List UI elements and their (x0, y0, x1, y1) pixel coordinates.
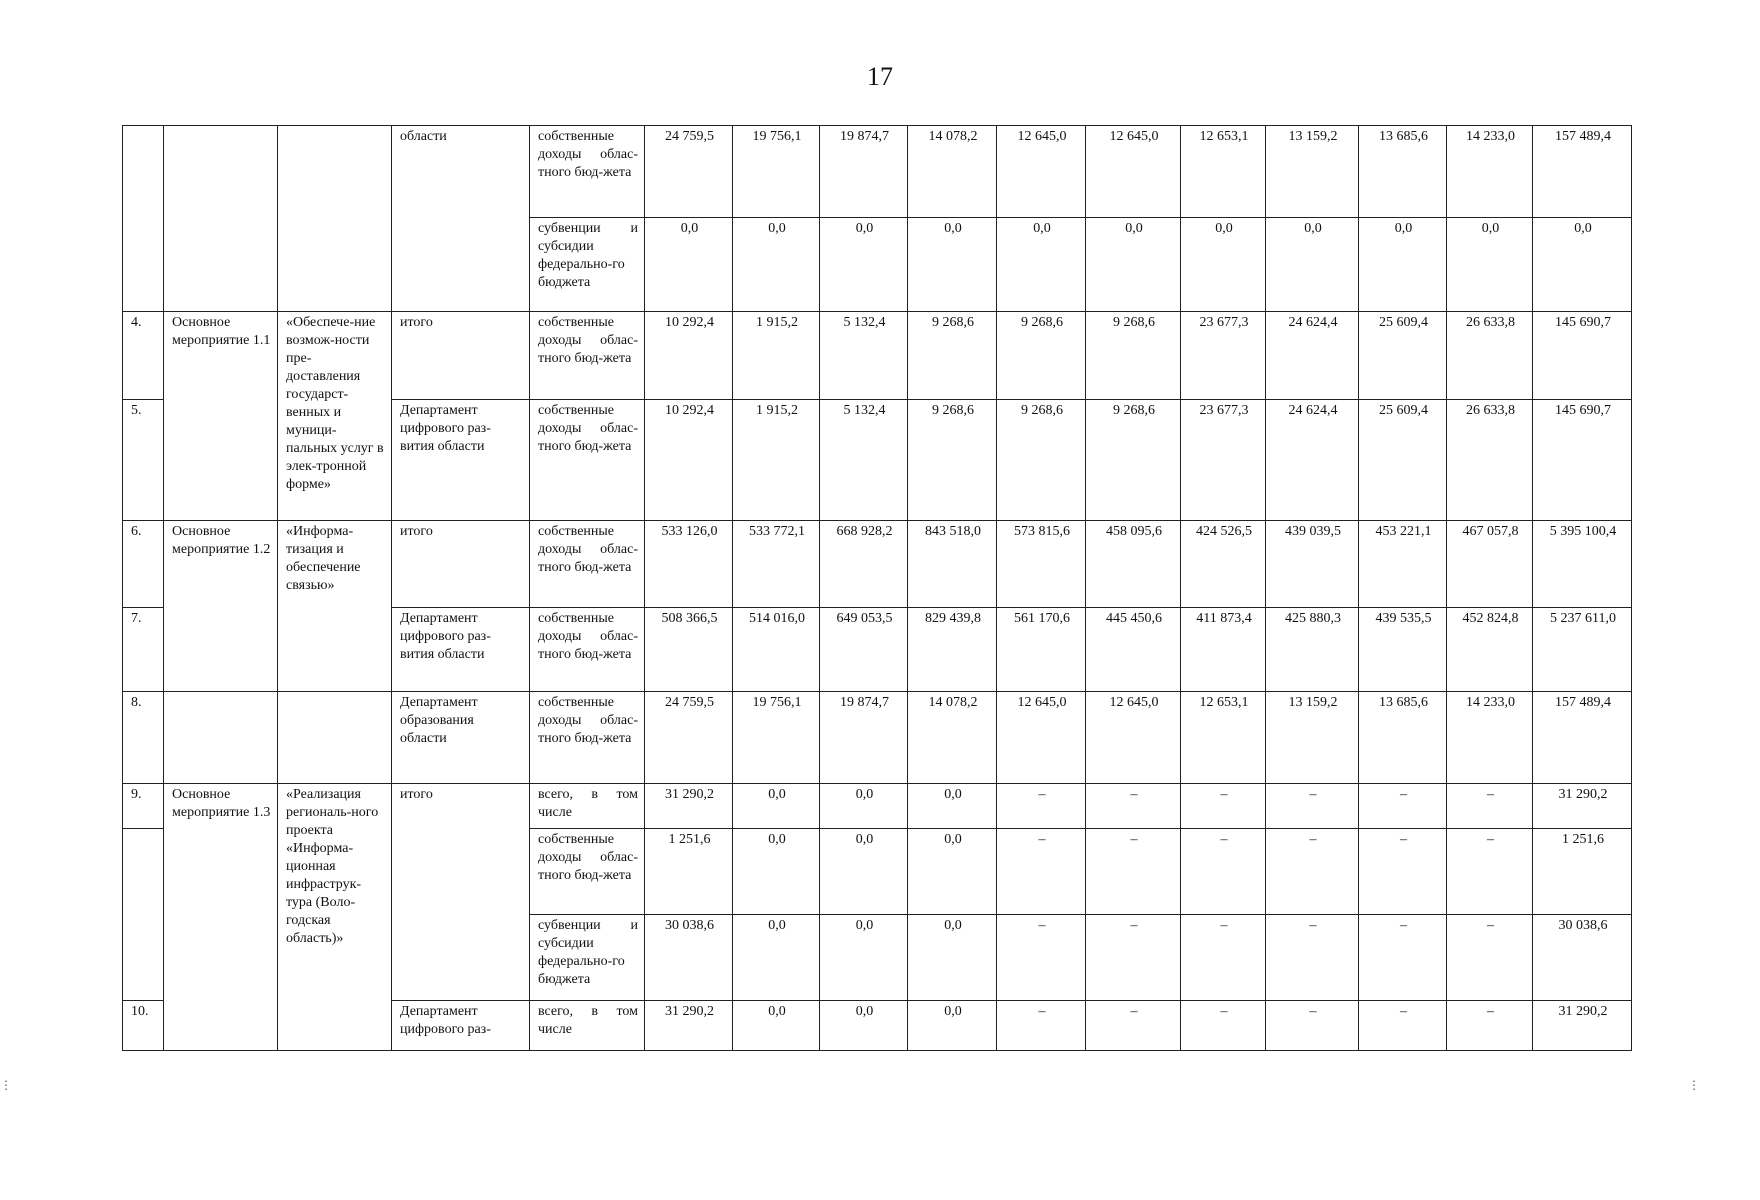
value-cell: 24 759,5 (645, 692, 733, 784)
value-cell: 5 132,4 (820, 400, 908, 521)
value-cell: 843 518,0 (908, 521, 997, 608)
value-cell: 5 132,4 (820, 312, 908, 400)
value-cell: – (1447, 829, 1533, 915)
value-cell: 0,0 (820, 1001, 908, 1051)
value-cell: 19 756,1 (733, 692, 820, 784)
value-cell: 0,0 (645, 218, 733, 312)
value-cell: 0,0 (820, 784, 908, 829)
value-cell: – (1181, 915, 1266, 1001)
event-name-cell: «Обеспече-ние возмож-ности пре-доставления государст-венных и муници-пальных услуг в элек-тронной форме» (278, 312, 392, 521)
row-index-cell: 10. (123, 1001, 164, 1051)
value-cell: 10 292,4 (645, 312, 733, 400)
value-cell: 439 535,5 (1359, 608, 1447, 692)
value-cell: 13 685,6 (1359, 692, 1447, 784)
value-cell: – (1359, 784, 1447, 829)
funding-source-cell: собственные доходы облас-тного бюд-жета (530, 829, 645, 915)
value-cell: 13 685,6 (1359, 126, 1447, 218)
value-cell: 12 653,1 (1181, 692, 1266, 784)
value-cell: 14 233,0 (1447, 126, 1533, 218)
value-cell: 5 237 611,0 (1533, 608, 1632, 692)
event-cell (164, 692, 278, 784)
value-cell: 24 624,4 (1266, 312, 1359, 400)
funding-source-cell: всего, в том числе (530, 784, 645, 829)
value-cell: – (1086, 829, 1181, 915)
value-cell: 9 268,6 (997, 400, 1086, 521)
value-cell: 26 633,8 (1447, 400, 1533, 521)
scan-edge-mark-right: ⋮ (1688, 1078, 1700, 1092)
event-cell (164, 126, 278, 312)
value-cell: – (1181, 829, 1266, 915)
value-cell: 649 053,5 (820, 608, 908, 692)
event-cell: Основное мероприятие 1.3 (164, 784, 278, 1051)
scan-edge-mark-left: ⋮ (0, 1078, 12, 1092)
value-cell: – (1266, 915, 1359, 1001)
funding-source-cell: собственные доходы облас-тного бюд-жета (530, 400, 645, 521)
value-cell: 12 645,0 (997, 126, 1086, 218)
value-cell: 14 078,2 (908, 692, 997, 784)
value-cell: 1 251,6 (1533, 829, 1632, 915)
value-cell: 31 290,2 (1533, 1001, 1632, 1051)
value-cell: 452 824,8 (1447, 608, 1533, 692)
value-cell: – (1359, 1001, 1447, 1051)
value-cell: – (997, 829, 1086, 915)
value-cell: – (1359, 915, 1447, 1001)
value-cell: 12 645,0 (1086, 126, 1181, 218)
value-cell: 30 038,6 (645, 915, 733, 1001)
value-cell: 19 874,7 (820, 692, 908, 784)
value-cell: 25 609,4 (1359, 400, 1447, 521)
value-cell: 1 915,2 (733, 400, 820, 521)
value-cell: 5 395 100,4 (1533, 521, 1632, 608)
value-cell: 0,0 (908, 829, 997, 915)
value-cell: – (997, 915, 1086, 1001)
value-cell: – (1447, 1001, 1533, 1051)
value-cell: 453 221,1 (1359, 521, 1447, 608)
funding-source-cell: собственные доходы облас-тного бюд-жета (530, 608, 645, 692)
value-cell: 411 873,4 (1181, 608, 1266, 692)
value-cell: 31 290,2 (645, 784, 733, 829)
value-cell: 0,0 (1086, 218, 1181, 312)
value-cell: 0,0 (733, 1001, 820, 1051)
value-cell: 19 874,7 (820, 126, 908, 218)
funding-source-cell: собственные доходы облас-тного бюд-жета (530, 312, 645, 400)
funding-source-cell: собственные доходы облас-тного бюд-жета (530, 126, 645, 218)
value-cell: – (997, 1001, 1086, 1051)
value-cell: 0,0 (1266, 218, 1359, 312)
executor-cell: итого (392, 312, 530, 400)
value-cell: 9 268,6 (1086, 312, 1181, 400)
value-cell: 31 290,2 (1533, 784, 1632, 829)
value-cell: 145 690,7 (1533, 400, 1632, 521)
event-cell: Основное мероприятие 1.2 (164, 521, 278, 692)
value-cell: – (1086, 915, 1181, 1001)
value-cell: – (1086, 784, 1181, 829)
table-body (123, 126, 1632, 1051)
value-cell: – (1447, 784, 1533, 829)
value-cell: 14 233,0 (1447, 692, 1533, 784)
table-row (123, 126, 1632, 218)
value-cell: 0,0 (820, 829, 908, 915)
value-cell: 24 759,5 (645, 126, 733, 218)
value-cell: 0,0 (733, 784, 820, 829)
funding-source-cell: субвенции и субсидии федерально-го бюджета (530, 218, 645, 312)
value-cell: 26 633,8 (1447, 312, 1533, 400)
value-cell: 145 690,7 (1533, 312, 1632, 400)
value-cell: – (1181, 1001, 1266, 1051)
row-index-cell (123, 829, 164, 1001)
row-index-cell: 9. (123, 784, 164, 829)
event-name-cell (278, 126, 392, 312)
table-row (123, 784, 1632, 829)
value-cell: 668 928,2 (820, 521, 908, 608)
value-cell: 829 439,8 (908, 608, 997, 692)
value-cell: 0,0 (997, 218, 1086, 312)
row-index-cell: 4. (123, 312, 164, 400)
executor-cell: итого (392, 784, 530, 1001)
value-cell: 13 159,2 (1266, 126, 1359, 218)
value-cell: 157 489,4 (1533, 692, 1632, 784)
value-cell: 12 645,0 (997, 692, 1086, 784)
value-cell: – (1359, 829, 1447, 915)
row-index-cell: 7. (123, 608, 164, 692)
value-cell: 573 815,6 (997, 521, 1086, 608)
value-cell: 9 268,6 (997, 312, 1086, 400)
value-cell: 0,0 (820, 915, 908, 1001)
funding-source-cell: субвенции и субсидии федерально-го бюджета (530, 915, 645, 1001)
value-cell: 0,0 (1359, 218, 1447, 312)
value-cell: 0,0 (1447, 218, 1533, 312)
value-cell: 9 268,6 (908, 400, 997, 521)
budget-table (122, 125, 1632, 1051)
value-cell: 30 038,6 (1533, 915, 1632, 1001)
value-cell: 424 526,5 (1181, 521, 1266, 608)
value-cell: 23 677,3 (1181, 400, 1266, 521)
value-cell: 9 268,6 (1086, 400, 1181, 521)
event-name-cell: «Реализация региональ-ного проекта «Информа-ционная инфраструк-тура (Воло-годская область)» (278, 784, 392, 1051)
row-index-cell (123, 126, 164, 312)
table-row (123, 692, 1632, 784)
value-cell: – (1086, 1001, 1181, 1051)
row-index-cell: 5. (123, 400, 164, 521)
value-cell: – (1447, 915, 1533, 1001)
value-cell: 25 609,4 (1359, 312, 1447, 400)
value-cell: 0,0 (733, 915, 820, 1001)
value-cell: 0,0 (1181, 218, 1266, 312)
value-cell: 19 756,1 (733, 126, 820, 218)
value-cell: 0,0 (908, 915, 997, 1001)
executor-cell: области (392, 126, 530, 312)
value-cell: 23 677,3 (1181, 312, 1266, 400)
value-cell: – (1266, 1001, 1359, 1051)
executor-cell: Департамент цифрового раз- (392, 1001, 530, 1051)
value-cell: 445 450,6 (1086, 608, 1181, 692)
event-name-cell: «Информа-тизация и обеспечение связью» (278, 521, 392, 692)
value-cell: 14 078,2 (908, 126, 997, 218)
value-cell: 514 016,0 (733, 608, 820, 692)
value-cell: 0,0 (1533, 218, 1632, 312)
value-cell: 10 292,4 (645, 400, 733, 521)
value-cell: 439 039,5 (1266, 521, 1359, 608)
funding-source-cell: собственные доходы облас-тного бюд-жета (530, 692, 645, 784)
value-cell: 157 489,4 (1533, 126, 1632, 218)
executor-cell: Департамент цифрового раз-вития области (392, 608, 530, 692)
value-cell: – (1266, 829, 1359, 915)
table-row (123, 312, 1632, 400)
table-row (123, 521, 1632, 608)
funding-source-cell: всего, в том числе (530, 1001, 645, 1051)
value-cell: 12 653,1 (1181, 126, 1266, 218)
page-number: 17 (867, 62, 893, 91)
value-cell: 0,0 (908, 784, 997, 829)
value-cell: 31 290,2 (645, 1001, 733, 1051)
value-cell: 467 057,8 (1447, 521, 1533, 608)
value-cell: 0,0 (733, 829, 820, 915)
value-cell: 12 645,0 (1086, 692, 1181, 784)
row-index-cell: 6. (123, 521, 164, 608)
value-cell: 508 366,5 (645, 608, 733, 692)
value-cell: 1 915,2 (733, 312, 820, 400)
value-cell: 0,0 (908, 1001, 997, 1051)
value-cell: 24 624,4 (1266, 400, 1359, 521)
row-index-cell: 8. (123, 692, 164, 784)
executor-cell: Департамент цифрового раз-вития области (392, 400, 530, 521)
value-cell: 13 159,2 (1266, 692, 1359, 784)
funding-source-cell: собственные доходы облас-тного бюд-жета (530, 521, 645, 608)
value-cell: – (997, 784, 1086, 829)
value-cell: 0,0 (820, 218, 908, 312)
value-cell: 533 126,0 (645, 521, 733, 608)
event-cell: Основное мероприятие 1.1 (164, 312, 278, 521)
value-cell: 0,0 (908, 218, 997, 312)
value-cell: 0,0 (733, 218, 820, 312)
value-cell: – (1181, 784, 1266, 829)
executor-cell: итого (392, 521, 530, 608)
value-cell: – (1266, 784, 1359, 829)
value-cell: 533 772,1 (733, 521, 820, 608)
value-cell: 458 095,6 (1086, 521, 1181, 608)
event-name-cell (278, 692, 392, 784)
value-cell: 9 268,6 (908, 312, 997, 400)
value-cell: 561 170,6 (997, 608, 1086, 692)
value-cell: 1 251,6 (645, 829, 733, 915)
value-cell: 425 880,3 (1266, 608, 1359, 692)
executor-cell: Департамент образования области (392, 692, 530, 784)
